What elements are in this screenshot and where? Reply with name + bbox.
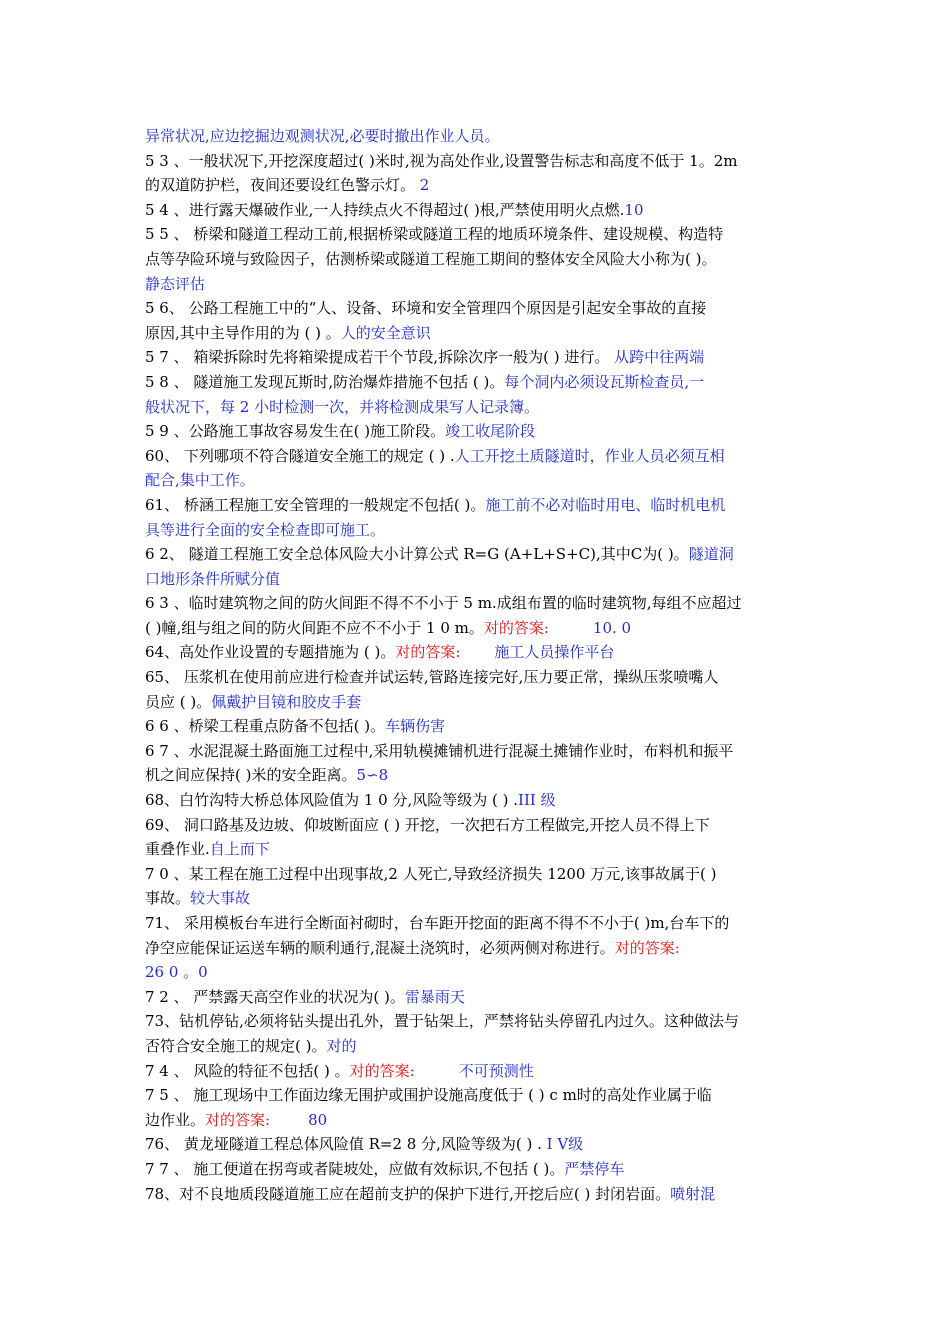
answer-label: 对的答案: <box>349 1061 415 1080</box>
text-line <box>145 788 810 813</box>
text-line <box>145 1157 810 1182</box>
text-line <box>145 1132 810 1157</box>
answer-text: 施工前不必对临时用电、临时机电机 <box>485 495 726 514</box>
answer-text: 般状况下，每 2 小时检测一次，并将检测成果写人记录簿。 <box>145 397 540 416</box>
answer-text: 严禁停车 <box>564 1159 625 1178</box>
text-line <box>145 444 810 469</box>
question-text: 5 8 、 隧道施工发现瓦斯时,防治爆炸措施不包括 ( )。 <box>145 372 505 391</box>
question-text: 的双道防护栏，夜间还要设红色警示灯。 <box>145 176 420 195</box>
question-text: 原因,其中主导作用的为 ( ) 。 <box>145 323 341 342</box>
text-line <box>145 862 810 887</box>
answer-text: 喷射混 <box>670 1184 716 1203</box>
question-text: 78、对不良地质段隧道施工应在超前支护的保护下进行,开挖后应( ) 封闭岩面。 <box>145 1184 671 1203</box>
text-line <box>145 1108 810 1133</box>
question-text: 68、白竹沟特大桥总体风险值为 1 0 分,风险等级为 ( ) . <box>145 791 519 810</box>
question-text: 6 6 、桥梁工程重点防备不包括( )。 <box>145 717 386 736</box>
text-line <box>145 518 810 543</box>
question-text: 边作业。 <box>145 1110 206 1129</box>
question-text: 6 7 、水泥混凝土路面施工过程中,采用轨模摊铺机进行混凝土摊铺作业时，布料机和振平 <box>145 741 734 760</box>
question-text: 5 6、 公路工程施工中的“人、设备、环境和安全管理四个原因是引起安全事故的直接 <box>145 299 707 318</box>
answer-text: 10 <box>624 200 644 219</box>
answer-text: 从跨中往两端 <box>614 348 705 367</box>
text-line <box>145 690 810 715</box>
answer-text: 80 <box>308 1110 328 1129</box>
answer-text: 车辆伤害 <box>385 717 446 736</box>
question-text: 5 5 、 桥梁和隧道工程动工前,根据桥梁或隧道工程的地质环境条件、建设规模、构造特 <box>145 225 724 244</box>
answer-text: 具等进行全面的安全检查即可施工。 <box>145 520 386 539</box>
question-text: 机之间应保持( )米的安全距离。 <box>145 766 357 785</box>
question-text: ( )幢,组与组之间的防火间距不应不不小于 1 0 m。 <box>145 618 484 637</box>
text-line <box>145 124 810 149</box>
question-text: 7 5 、 施工现场中工作面边缘无围护或围护设施高度低于 ( ) c m时的高处作业属于临 <box>145 1086 712 1105</box>
answer-text: 2 <box>419 176 430 195</box>
answer-label: 对的答案: <box>205 1110 271 1129</box>
answer-text: 施工人员操作平台 <box>494 643 615 662</box>
text-line <box>145 395 810 420</box>
text-line <box>145 173 810 198</box>
answer-text: 自上而下 <box>209 840 270 859</box>
text-line <box>145 1034 810 1059</box>
text-line <box>145 567 810 592</box>
text-line <box>145 886 810 911</box>
answer-text: 10. 0 <box>592 618 632 637</box>
question-text: 64、高处作业设置的专题措施为 ( )。 <box>145 643 396 662</box>
text-line <box>145 960 810 985</box>
question-text: 事故。 <box>145 889 191 908</box>
text-line <box>145 985 810 1010</box>
question-text: 6 2、 隧道工程施工安全总体风险大小计算公式 R=G (A+L+S+C),其中C为( )。 <box>145 545 689 564</box>
text-line <box>145 1083 810 1108</box>
question-text: 员应 ( )。 <box>145 692 212 711</box>
text-line <box>145 419 810 444</box>
question-text: 71、 采用模板台车进行全断面衬砌时，台车距开挖面的距离不得不不小于( )m,台车下的 <box>145 914 730 932</box>
text-line <box>145 468 810 493</box>
text-line <box>145 321 810 346</box>
document-page <box>145 124 810 1206</box>
question-text: 7 2 、 严禁露天高空作业的状况为( )。 <box>145 987 405 1006</box>
text-line <box>145 640 810 665</box>
question-text: 73、钻机停钻,必须将钻头提出孔外，置于钻架上，严禁将钻头停留孔内过久。这种做法与 <box>145 1012 739 1031</box>
answer-label: 对的答案: <box>614 938 680 957</box>
text-line <box>145 345 810 370</box>
question-text: 7 0 、某工程在施工过程中出现事故,2 人死亡,导致经济损失 1200 万元,该事故属于( ) <box>145 864 717 883</box>
answer-text: 隧道洞 <box>688 545 734 564</box>
question-text: 76、 黄龙垭隧道工程总体风险值 R=2 8 分,风险等级为( ) . <box>145 1135 547 1154</box>
answer-text: 口地形条件所赋分值 <box>145 569 281 588</box>
question-text: 净空应能保证运送车辆的顺利通行,混凝土浇筑时，必须两侧对称进行。 <box>145 938 615 957</box>
question-text: 点等孕险环境与致险因子，估测桥梁或隧道工程施工期间的整体安全风险大小称为( )。 <box>145 249 717 268</box>
answer-text: 雷暴雨天 <box>404 987 465 1006</box>
text-line <box>145 813 810 838</box>
text-line <box>145 247 810 272</box>
question-text: 5 4 、进行露天爆破作业,一人持续点火不得超过( )根,严禁使用明火点燃. <box>145 200 625 219</box>
answer-text: 人工开挖土质隧道时，作业人员必须互相 <box>454 446 725 465</box>
text-line <box>145 370 810 395</box>
answer-text: 佩戴护目镜和胶皮手套 <box>211 692 362 711</box>
question-text: 65、 压浆机在使用前应进行检查并试运转,管路连接完好,压力要正常，操纵压浆喷嘴人 <box>145 668 719 687</box>
answer-label: 对的答案: <box>483 618 549 637</box>
question-text: 5 7 、 箱梁拆除时先将箱梁提成若干个节段,拆除次序一般为( ) 进行。 <box>145 348 615 367</box>
text-line <box>145 542 810 567</box>
text-line <box>145 911 810 936</box>
text-line <box>145 714 810 739</box>
answer-text: 5∽8 <box>356 766 389 785</box>
answer-text: 每个洞内必须设瓦斯检查员,一 <box>504 372 705 391</box>
text-line <box>145 616 810 641</box>
text-line <box>145 739 810 764</box>
answer-text: 配合,集中工作。 <box>145 471 255 490</box>
text-line <box>145 591 810 616</box>
text-line <box>145 665 810 690</box>
question-text: 5 3 、一般状况下,开挖深度超过( )米时,视为高处作业,设置警告标志和高度不低于 1。2m <box>145 151 738 170</box>
answer-text: 较大事故 <box>190 889 251 908</box>
question-text: 5 9 、公路施工事故容易发生在( )施工阶段。 <box>145 422 446 441</box>
question-text: 6 3 、临时建筑物之间的防火间距不得不不小于 5 m.成组布置的临时建筑物,每组不应超过 <box>145 594 742 613</box>
text-line <box>145 936 810 961</box>
answer-text: 竣工收尾阶段 <box>445 422 536 441</box>
text-line <box>145 1059 810 1084</box>
answer-label: 对的答案: <box>395 643 461 662</box>
question-text: 61、 桥涵工程施工安全管理的一般规定不包括( )。 <box>145 495 486 514</box>
answer-text: III 级 <box>518 791 556 810</box>
text-line <box>145 296 810 321</box>
question-text: 69、 洞口路基及边坡、仰坡断面应 ( ) 开挖，一次把石方工程做完,开挖人员不得上下 <box>145 815 710 834</box>
answer-text: 对的 <box>326 1036 357 1055</box>
question-text: 否符合安全施工的规定( )。 <box>145 1036 327 1055</box>
question-text: 7 7 、 施工便道在拐弯或者陡坡处，应做有效标识,不包括 ( )。 <box>145 1159 565 1178</box>
text-line <box>145 222 810 247</box>
text-line <box>145 1009 810 1034</box>
question-text: 60、 下列哪项不符合隧道安全施工的规定 ( ) . <box>145 446 455 465</box>
answer-text: I V级 <box>546 1135 584 1154</box>
text-line <box>145 763 810 788</box>
answer-text: 26 0 。0 <box>145 963 208 982</box>
question-text: 7 4 、 风险的特征不包括( ) 。 <box>145 1061 350 1080</box>
text-line <box>145 272 810 297</box>
text-line <box>145 1182 810 1207</box>
answer-text: 不可预测性 <box>458 1061 534 1080</box>
answer-text: 静态评估 <box>145 274 206 293</box>
text-line <box>145 493 810 518</box>
text-line <box>145 149 810 174</box>
answer-text: 人的安全意识 <box>340 323 431 342</box>
text-line <box>145 837 810 862</box>
question-text: 重叠作业. <box>145 840 210 859</box>
text-line <box>145 198 810 223</box>
answer-text: 异常状况,应边挖掘边观测状况,必要时撤出作业人员。 <box>145 127 500 145</box>
